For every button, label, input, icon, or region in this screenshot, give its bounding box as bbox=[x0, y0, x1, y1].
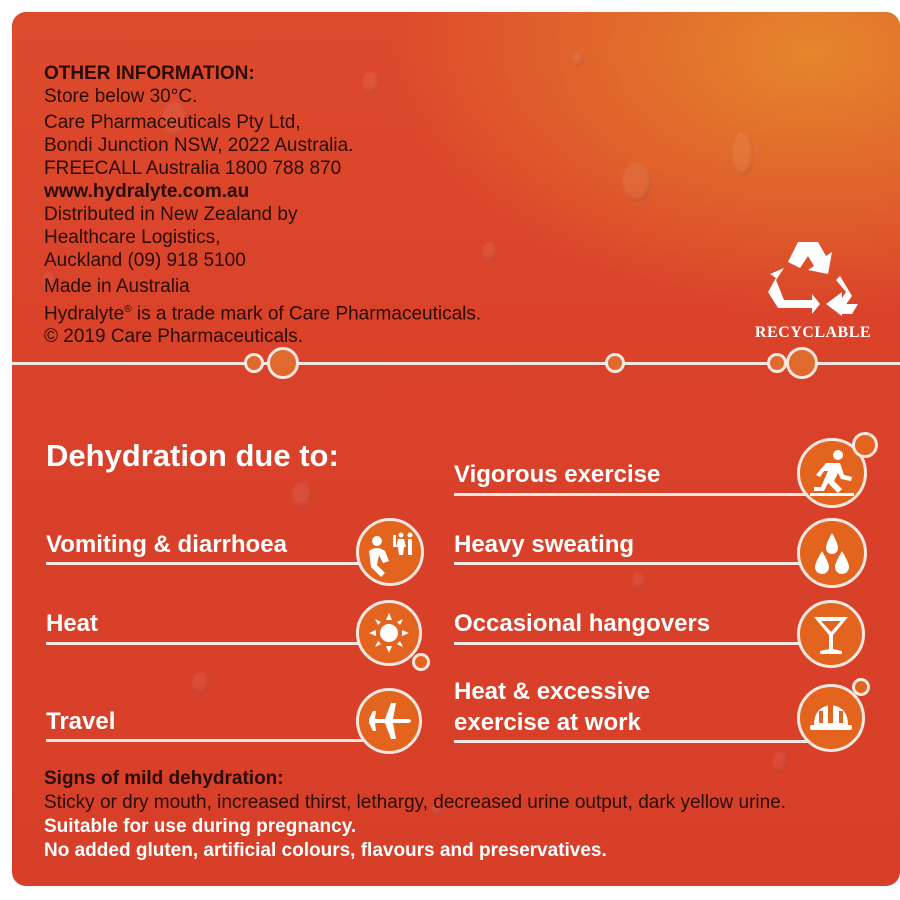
website-link[interactable]: www.hydralyte.com.au bbox=[44, 181, 250, 202]
water-droplet bbox=[292, 482, 312, 508]
divider-node-small bbox=[767, 353, 787, 373]
dehydration-heading: Dehydration due to: bbox=[46, 438, 339, 473]
cause-label: Travel bbox=[46, 708, 116, 735]
trademark-notice bbox=[44, 298, 481, 325]
cause-item-travel bbox=[46, 686, 426, 756]
trademark-brand: Hydralyte bbox=[44, 303, 125, 325]
product-label-panel bbox=[12, 12, 900, 886]
cause-underline bbox=[454, 493, 814, 496]
cause-underline bbox=[46, 739, 366, 742]
cause-item-sweating bbox=[454, 524, 894, 594]
airplane-icon bbox=[359, 691, 419, 751]
water-droplet bbox=[482, 242, 498, 262]
cause-icon-circle bbox=[356, 518, 424, 586]
accent-dot bbox=[852, 432, 878, 458]
nz-distributor: Healthcare Logistics, bbox=[44, 227, 221, 248]
company-name: Care Pharmaceuticals Pty Ltd, bbox=[44, 112, 301, 133]
cause-label: Heavy sweating bbox=[454, 531, 635, 558]
cause-underline bbox=[454, 642, 814, 645]
cause-icon-circle bbox=[797, 518, 867, 588]
divider-node-small bbox=[244, 353, 264, 373]
cause-item-exercise bbox=[454, 432, 894, 512]
cause-item-hangovers bbox=[454, 606, 894, 676]
sweat-drops-icon bbox=[800, 521, 864, 585]
water-droplet bbox=[572, 52, 584, 66]
cause-underline bbox=[46, 562, 366, 565]
divider-node-large bbox=[267, 347, 299, 379]
nz-distribution: Distributed in New Zealand by bbox=[44, 204, 298, 225]
divider-node-large bbox=[786, 347, 818, 379]
cause-icon-circle bbox=[356, 688, 422, 754]
cause-item-work bbox=[454, 674, 894, 754]
water-droplet bbox=[732, 132, 754, 176]
cause-underline bbox=[46, 642, 366, 645]
signs-text: Sticky or dry mouth, increased thirst, lethargy, decreased urine output, dark yellow urine. bbox=[44, 792, 787, 813]
pregnancy-note: Suitable for use during pregnancy. bbox=[44, 816, 357, 837]
company-address: Bondi Junction NSW, 2022 Australia. bbox=[44, 135, 354, 156]
recyclable-logo bbox=[748, 234, 878, 346]
cause-underline bbox=[454, 562, 814, 565]
trademark-text: is a trade mark of Care Pharmaceuticals. bbox=[131, 303, 482, 325]
copyright-notice: © 2019 Care Pharmaceuticals. bbox=[44, 326, 304, 348]
cause-label-line1: Heat & excessive bbox=[454, 678, 651, 705]
cause-label: Heat bbox=[46, 610, 99, 637]
sun-icon bbox=[359, 603, 419, 663]
cause-label: Vigorous exercise bbox=[454, 461, 661, 488]
cause-label: Vomiting & diarrhoea bbox=[46, 531, 287, 558]
cause-icon-circle bbox=[356, 600, 422, 666]
water-droplet bbox=[622, 162, 652, 202]
other-information bbox=[44, 62, 481, 348]
hard-hat-icon bbox=[800, 687, 862, 749]
made-in: Made in Australia bbox=[44, 276, 190, 297]
cause-underline bbox=[454, 740, 814, 743]
cause-label-line2: exercise at work bbox=[454, 709, 641, 736]
storage-instruction: Store below 30°C. bbox=[44, 86, 198, 107]
nz-contact: Auckland (09) 918 5100 bbox=[44, 250, 246, 271]
freecall-number: FREECALL Australia 1800 788 870 bbox=[44, 158, 342, 179]
footer-info bbox=[44, 767, 786, 863]
cause-item-heat bbox=[46, 606, 426, 676]
recycle-icon bbox=[748, 234, 878, 322]
cause-label: Occasional hangovers bbox=[454, 610, 711, 637]
cause-item-vomiting bbox=[46, 524, 426, 594]
cocktail-glass-icon bbox=[800, 603, 862, 665]
divider-node-small bbox=[605, 353, 625, 373]
recyclable-label: RECYCLABLE bbox=[754, 324, 872, 341]
registered-mark: ® bbox=[124, 304, 132, 315]
accent-dot bbox=[852, 678, 870, 696]
signs-title: Signs of mild dehydration: bbox=[44, 768, 284, 789]
other-information-title: OTHER INFORMATION: bbox=[44, 63, 255, 84]
person-toilet-icon bbox=[359, 521, 421, 583]
accent-dot bbox=[412, 653, 430, 671]
cause-icon-circle bbox=[797, 600, 865, 668]
free-from-note: No added gluten, artificial colours, flavours and preservatives. bbox=[44, 840, 607, 861]
